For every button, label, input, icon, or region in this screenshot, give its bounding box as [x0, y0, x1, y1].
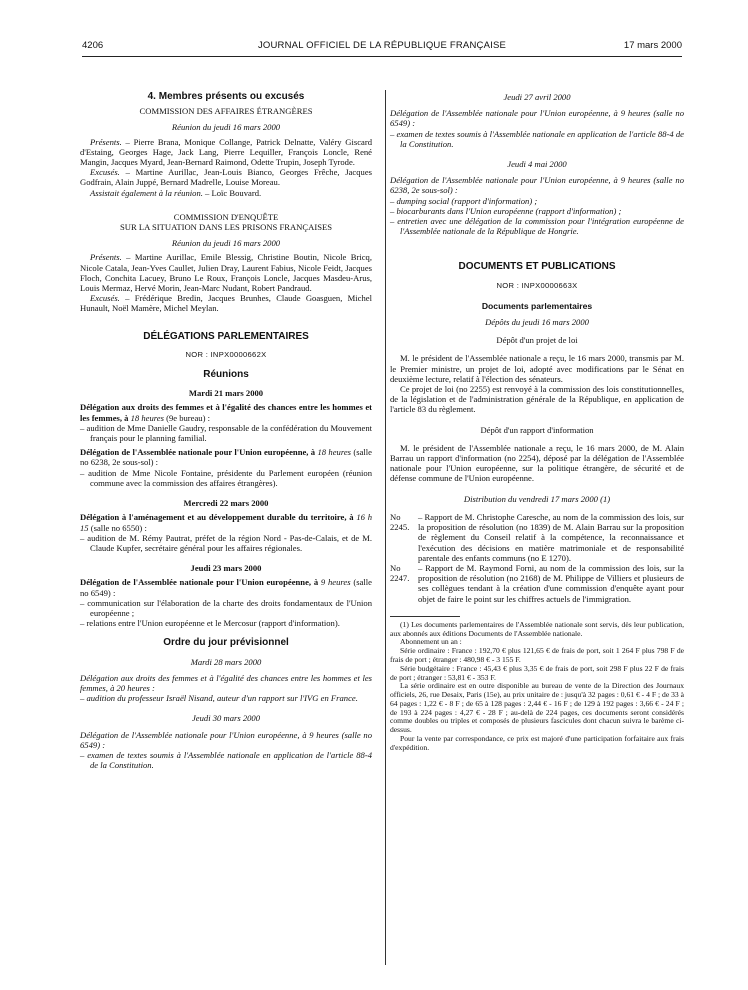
meeting-day: Jeudi 27 avril 2000: [503, 92, 571, 102]
deposit-paragraph: M. le président de l'Assemblée nationale a reçu, le 16 mars 2000, transmis par M. le Premier ministre, un projet de loi, adopté avec modifications par le Sénat en deuxième lecture, relatif à l'élection des sénateurs.: [390, 353, 684, 384]
deposit-date: Dépôts du jeudi 16 mars 2000: [485, 317, 589, 328]
attendance-excused: Excusés. – Martine Aurillac, Jean-Louis Bianco, Georges Frêche, Jacques Godfrain, Alain Juppé, Bernard Madrelle, Louise Moreau.: [80, 167, 372, 188]
footnote: Série ordinaire : France : 192,70 € plus 121,65 € de frais de port, soit 1 264 F plus 798 F de frais de port ; étranger : 480,98 € - 3 155 F.: [390, 646, 684, 664]
journal-title: JOURNAL OFFICIEL DE LA RÉPUBLIQUE FRANÇAISE: [257, 40, 507, 51]
commission-heading: COMMISSION DES AFFAIRES ÉTRANGÈRES: [139, 106, 313, 117]
subsection-title: Réunions: [203, 369, 249, 381]
right-column: [390, 92, 684, 753]
agenda-item: – audition de Mme Danielle Gaudry, responsable de la confédération du Mouvement français pour le planning familial.: [80, 422, 372, 444]
delegation-entry: Délégation aux droits des femmes et à l'égalité des chances entre les hommes et les femmes, à 18 heures (9e bureau) :: [80, 402, 372, 423]
agenda-item: – examen de textes soumis à l'Assemblée nationale en application de l'article 88-4 de la Constitution.: [390, 128, 684, 149]
commission-heading: COMMISSION D'ENQUÊTE: [173, 211, 279, 222]
section-title: DÉLÉGATIONS PARLEMENTAIRES: [143, 330, 309, 342]
subsection-title: Ordre du jour prévisionnel: [163, 637, 289, 649]
footnote: Abonnement un an :: [400, 637, 462, 647]
footnote: (1) Les documents parlementaires de l'Assemblée nationale sont servis, dès leur publication, aux abonnés aux éditions Documents de l'Assemblée nationale.: [390, 619, 684, 638]
agenda-item: – entretien avec une délégation de la commission pour l'intégration européenne de l'Assemblée nationale de la République de Hongrie.: [390, 216, 684, 237]
agenda-item: – dumping social (rapport d'information) ;: [390, 195, 538, 206]
meeting-day: Jeudi 23 mars 2000: [190, 563, 262, 574]
commission-heading: SUR LA SITUATION DANS LES PRISONS FRANÇAISES: [119, 222, 332, 233]
meeting-day: Mercredi 22 mars 2000: [183, 498, 269, 509]
delegation-entry: Délégation aux droits des femmes et à l'égalité des chances entre les hommes et les femmes, à 20 heures :: [80, 672, 372, 693]
agenda-item: – biocarburants dans l'Union européenne (rapport d'information) ;: [390, 205, 622, 216]
meeting-day: Jeudi 4 mai 2000: [507, 159, 567, 170]
document-number: No 2245.: [390, 511, 410, 533]
delegation-entry: Délégation de l'Assemblée nationale pour l'Union européenne, à 9 heures (salle no 6549) :: [80, 577, 372, 598]
delegation-entry: Délégation à l'aménagement et au développement durable du territoire, à 16 h 15 (salle no 6550) :: [80, 512, 372, 533]
document-number: No 2247.: [390, 562, 410, 584]
attendance-excused: Excusés. – Frédérique Bredin, Jacques Brunhes, Claude Goasguen, Michel Hunault, Noël Mamère, Michel Meylan.: [80, 293, 372, 314]
header-rule: [82, 56, 682, 57]
agenda-item: – relations entre l'Union européenne et le Mercosur (rapport d'information).: [80, 618, 340, 629]
agenda-item: – examen de textes soumis à l'Assemblée nationale en application de l'article 88-4 de la Constitution.: [80, 749, 372, 771]
meeting-date: Réunion du jeudi 16 mars 2000: [171, 122, 281, 133]
section-title: 4. Membres présents ou excusés: [147, 91, 305, 102]
footnote: Pour la vente par correspondance, ce prix est majoré d'une participation forfaitaire aux frais d'expédition.: [390, 734, 684, 752]
delegation-entry: Délégation de l'Assemblée nationale pour l'Union européenne, à 9 heures (salle no 6238, 2e sous-sol) :: [390, 175, 684, 196]
attendance-present: Présents. – Martine Aurillac, Emile Blessig, Christine Boutin, Nicole Bricq, Nicole Catala, Jean-Yves Caullet, Julien Dray, Laurent Fabius, Nicole Feidt, Jacques Floch, Conchita Lacuey, Bruno Le Roux, François Loncle, Jacques Masdeu-Arus, Louis Mermaz, Hervé Morin, Jean-Marc Nudant, Robert Pandraud.: [80, 252, 372, 294]
document-entry: [390, 512, 684, 563]
meeting-day: Mardi 21 mars 2000: [188, 388, 264, 399]
deposit-heading: Dépôt d'un rapport d'information: [480, 424, 594, 435]
nor-reference: NOR : INPX0000663X: [496, 280, 578, 290]
meeting-day: Jeudi 30 mars 2000: [191, 713, 261, 724]
agenda-item: – audition du professeur Israël Nisand, auteur d'un rapport sur l'IVG en France.: [80, 693, 358, 704]
document-entry: [390, 563, 684, 604]
attendance-present: Présents. – Pierre Brana, Monique Collange, Patrick Delnatte, Valéry Giscard d'Estaing, Georges Hage, Jack Lang, Pierre Lequiller, François Loncle, René Mangin, Jacques Myard, Jean-Bernard Raimond, Odette Trupin, Joseph Tyrode.: [80, 136, 372, 168]
delegation-entry: Délégation de l'Assemblée nationale pour l'Union européenne, à 9 heures (salle no 6549) :: [80, 729, 372, 750]
delegation-entry: Délégation de l'Assemblée nationale pour l'Union européenne, à 18 heures (salle no 6238, 2e sous-sol) :: [80, 447, 372, 468]
distribution-date: Distribution du vendredi 17 mars 2000 (1): [463, 493, 611, 504]
agenda-item: – audition de M. Rémy Pautrat, préfet de la région Nord - Pas-de-Calais, et de M. Claude Kupfer, secrétaire général pour les affaires régionales.: [80, 532, 372, 553]
footnote: La série ordinaire est en outre disponible au bureau de vente de la Direction des Journaux officiels, 26, rue Desaix, Paris (15e), au prix unitaire de : jusqu'à 32 pages : 0,61 € - 4 F ; de 33 à 64 pages : 1,22 € - 8 F ; de 65 à 128 pages : 2,44 € - 16 F ; de 129 à 192 pages : 3,66 € - 24 F ; de 193 à 224 pages : 4,27 € - 28 F ; au-delà de 224 pages, ces documents seront considérés comme doubles ou triples et composés de plusieurs fascicules dont chacun suivra le barème ci-dessus.: [390, 681, 684, 735]
issue-date: 17 mars 2000: [623, 40, 682, 51]
deposit-heading: Dépôt d'un projet de loi: [496, 335, 578, 346]
subsection-title: Documents parlementaires: [481, 300, 593, 311]
footnote: Série budgétaire : France : 45,43 € plus 3,35 € de frais de port, soit 298 F plus 22 F de frais de port ; étranger : 53,81 € - 353 F.: [390, 663, 684, 682]
document-description: – Rapport de M. Christophe Caresche, au nom de la commission des lois, sur la proposition de résolution (no 1839) de M. Alain Barrau sur la proposition de règlement du Conseil relatif à la compétence, la reconnaissance et l'exécution des décisions en matière matrimoniale et de responsabilité parentale des enfants communs (no E 1270).: [418, 511, 684, 563]
column-divider: [385, 90, 386, 965]
attendance-also: Assistait également à la réunion. – Loïc Bouvard.: [90, 187, 262, 198]
document-description: – Rapport de M. Raymond Forni, au nom de la commission des lois, sur la proposition de résolution (no 2168) de M. Philippe de Villiers et plusieurs de ses collègues tendant à la création d'une commission d'enquête ayant pour objet de faire le point sur les chiffres actuels de l'immigration.: [418, 562, 684, 604]
meeting-date: Réunion du jeudi 16 mars 2000: [171, 238, 281, 249]
left-column: [80, 92, 372, 770]
deposit-paragraph: Ce projet de loi (no 2255) est renvoyé à la commission des lois constitutionnelles, de la législation et de l'administration générale de la République, en application de l'article 83 du règlement.: [390, 384, 684, 415]
section-title: DOCUMENTS ET PUBLICATIONS: [458, 261, 616, 273]
delegation-entry: Délégation de l'Assemblée nationale pour l'Union européenne, à 9 heures (salle no 6549) :: [390, 108, 684, 129]
page-number: 4206: [82, 40, 104, 51]
meeting-day: Mardi 28 mars 2000: [190, 656, 262, 667]
deposit-paragraph: M. le président de l'Assemblée nationale a reçu, le 16 mars 2000, de M. Alain Barrau un rapport d'information (no 2254), déposé par la délégation de l'Assemblée nationale pour l'Union européenne, sur la politique étrangère, de sécurité et de défense commune de l'Union européenne.: [390, 442, 684, 484]
agenda-item: – communication sur l'élaboration de la charte des droits fondamentaux de l'Union européenne ;: [80, 597, 372, 618]
nor-reference: NOR : INPX0000662X: [185, 349, 267, 359]
agenda-item: – audition de Mme Nicole Fontaine, présidente du Parlement européen (réunion commune avec la commission des affaires étrangères).: [80, 467, 372, 488]
footnote-rule: [390, 616, 460, 617]
page-header: [82, 40, 682, 56]
